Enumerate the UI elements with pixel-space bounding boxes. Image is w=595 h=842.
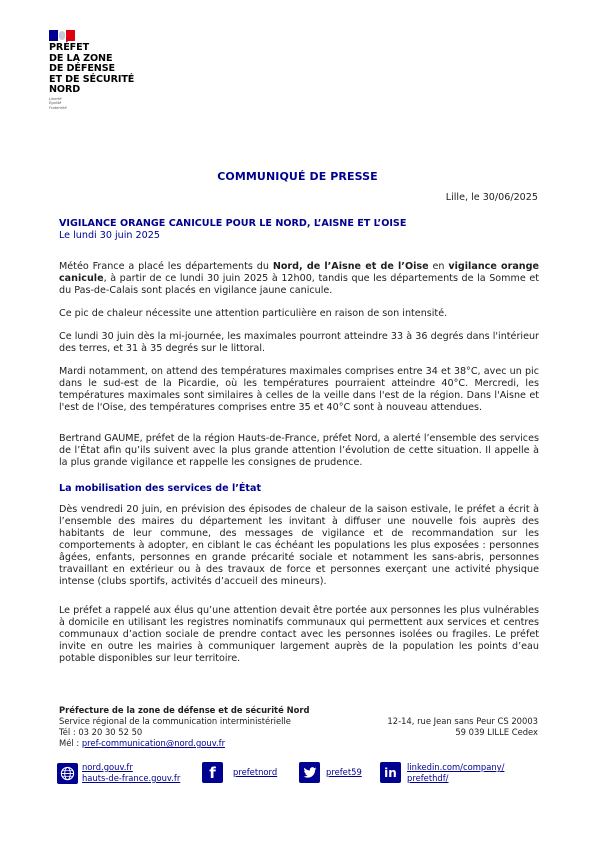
facebook-link[interactable]: prefetnord <box>233 767 278 777</box>
text-run: , à partir de ce lundi 30 juin 2025 à 12h00, tandis que les départements de la Somme et du Pas-de-Calais sont placés en vigilance jaune canicule. <box>59 273 539 296</box>
twitter-bird-svg <box>303 767 317 779</box>
motto-line: Fraternité <box>49 105 67 110</box>
globe-icon[interactable] <box>57 763 78 784</box>
website-link-nord[interactable]: nord.gouv.fr <box>82 762 133 772</box>
address-line: 59 039 LILLE Cedex <box>455 727 538 737</box>
website-link-hdf[interactable]: hauts-de-france.gouv.fr <box>82 773 181 783</box>
website-links <box>82 762 180 784</box>
footer-address <box>387 716 538 738</box>
headline-date: Le lundi 30 juin 2025 <box>59 230 160 241</box>
logo-line: NORD <box>49 84 81 96</box>
twitter-link[interactable]: prefet59 <box>326 767 362 777</box>
logo-line: DE DÉFENSE <box>49 63 115 75</box>
headline: VIGILANCE ORANGE CANICULE POUR LE NORD, L’AISNE ET L’OISE <box>59 218 407 229</box>
republic-motto <box>49 97 67 110</box>
prefecture-logo-text <box>49 43 134 96</box>
republic-flag-logo <box>49 30 75 41</box>
paragraph-prefect-alert: Bertrand GAUME, préfet de la région Hauts-de-France, préfet Nord, a alerté l’ensemble des services de l’État afin qu’ils suivent avec la plus grande attention l’évolution de cette situation. Il appelle à la plus grande vigilance et rappelle les consignes de prudence. <box>59 433 539 468</box>
footer-service: Service régional de la communication interministérielle <box>59 716 291 726</box>
paragraph-mobilisation: Dès vendredi 20 juin, en prévision des épisodes de chaleur de la saison estivale, le préfet a écrit à l’ensemble des maires du département les invitant à diffuser une nouvelle fois auprès des habitants de leur commune, des messages de vigilance et de recommandation sur les comportements à adopter, en ciblant le cas échéant les populations les plus exposées : personnes âgées, enfants, personnes en grande précarité sociale et notamment les sans-abris, personnes travaillant en extérieur ou à des travaux de force et personnes exerçant une activité physique intense (clubs sportifs, activités d’accueil des mineurs). <box>59 504 539 587</box>
logo-line: PRÉFET <box>49 42 90 53</box>
globe-icon-svg <box>60 766 75 781</box>
facebook-icon[interactable]: f <box>202 762 223 783</box>
address-line: 12-14, rue Jean sans Peur CS 20003 <box>387 716 538 726</box>
text-run: Météo France a placé les départements du <box>59 261 273 272</box>
paragraph-vulnerable: Le préfet a rappelé aux élus qu’une attention devait être portée aux personnes les plus vulnérables à domicile en utilisant les registres nominatifs communaux qui permettent aux services et centres communaux d’action sociale de prendre contact avec les personnes isolées ou fragiles. Le préfet invite en outre les mairies à communiquer largement auprès de la population les points d’eau potable disponibles sur leur territoire. <box>59 605 539 664</box>
logo-line: DE LA ZONE <box>49 52 113 64</box>
paragraph-intensity: Ce pic de chaleur nécessite une attention particulière en raison de son intensité. <box>59 308 448 319</box>
page-title: COMMUNIQUÉ DE PRESSE <box>217 170 378 183</box>
mail-label: Mél : <box>59 738 82 748</box>
section-heading: La mobilisation des services de l’État <box>59 483 262 494</box>
mail-link[interactable]: pref-communication@nord.gouv.fr <box>81 738 226 748</box>
linkedin-link-line[interactable]: linkedin.com/company/ <box>407 762 505 772</box>
twitter-icon[interactable] <box>299 762 320 783</box>
motto-line: Liberté <box>49 97 62 101</box>
paragraph-intro <box>59 261 539 297</box>
text-run: en <box>428 261 449 272</box>
logo-line: ET DE SÉCURITÉ <box>49 73 135 85</box>
footer-tel: Tél : 03 20 30 52 50 <box>59 727 143 737</box>
footer-org: Préfecture de la zone de défense et de sécurité Nord <box>59 705 310 715</box>
linkedin-icon[interactable]: in <box>380 762 401 783</box>
linkedin-link-line[interactable]: prefethdf/ <box>407 773 449 783</box>
emphasis-vigilance: vigilance orange canicule <box>59 261 540 284</box>
paragraph-tuesday: Mardi notamment, on attend des températures maximales comprises entre 34 et 38°C, avec un pic dans le sud-est de la Picardie, où les températures pourraient atteindre 40°C. Mercredi, les températures maximales sont similaires à celles de la veille dans l'est de la région. Dans l'Aisne et l'est de l'Oise, des températures comprises entre 35 et 40°C sont à nouveau attendues. <box>59 366 539 413</box>
emphasis-departments: Nord, de l’Aisne et de l’Oise <box>272 261 429 272</box>
footer-mail <box>59 738 225 749</box>
date-line: Lille, le 30/06/2025 <box>445 192 538 203</box>
paragraph-monday: Ce lundi 30 juin dès la mi-journée, les maximales pourront atteindre 33 à 36 degrés dans l'intérieur des terres, et 31 à 35 degrés sur le littoral. <box>59 331 539 354</box>
motto-line: Égalité <box>49 101 62 106</box>
linkedin-links <box>407 762 504 784</box>
